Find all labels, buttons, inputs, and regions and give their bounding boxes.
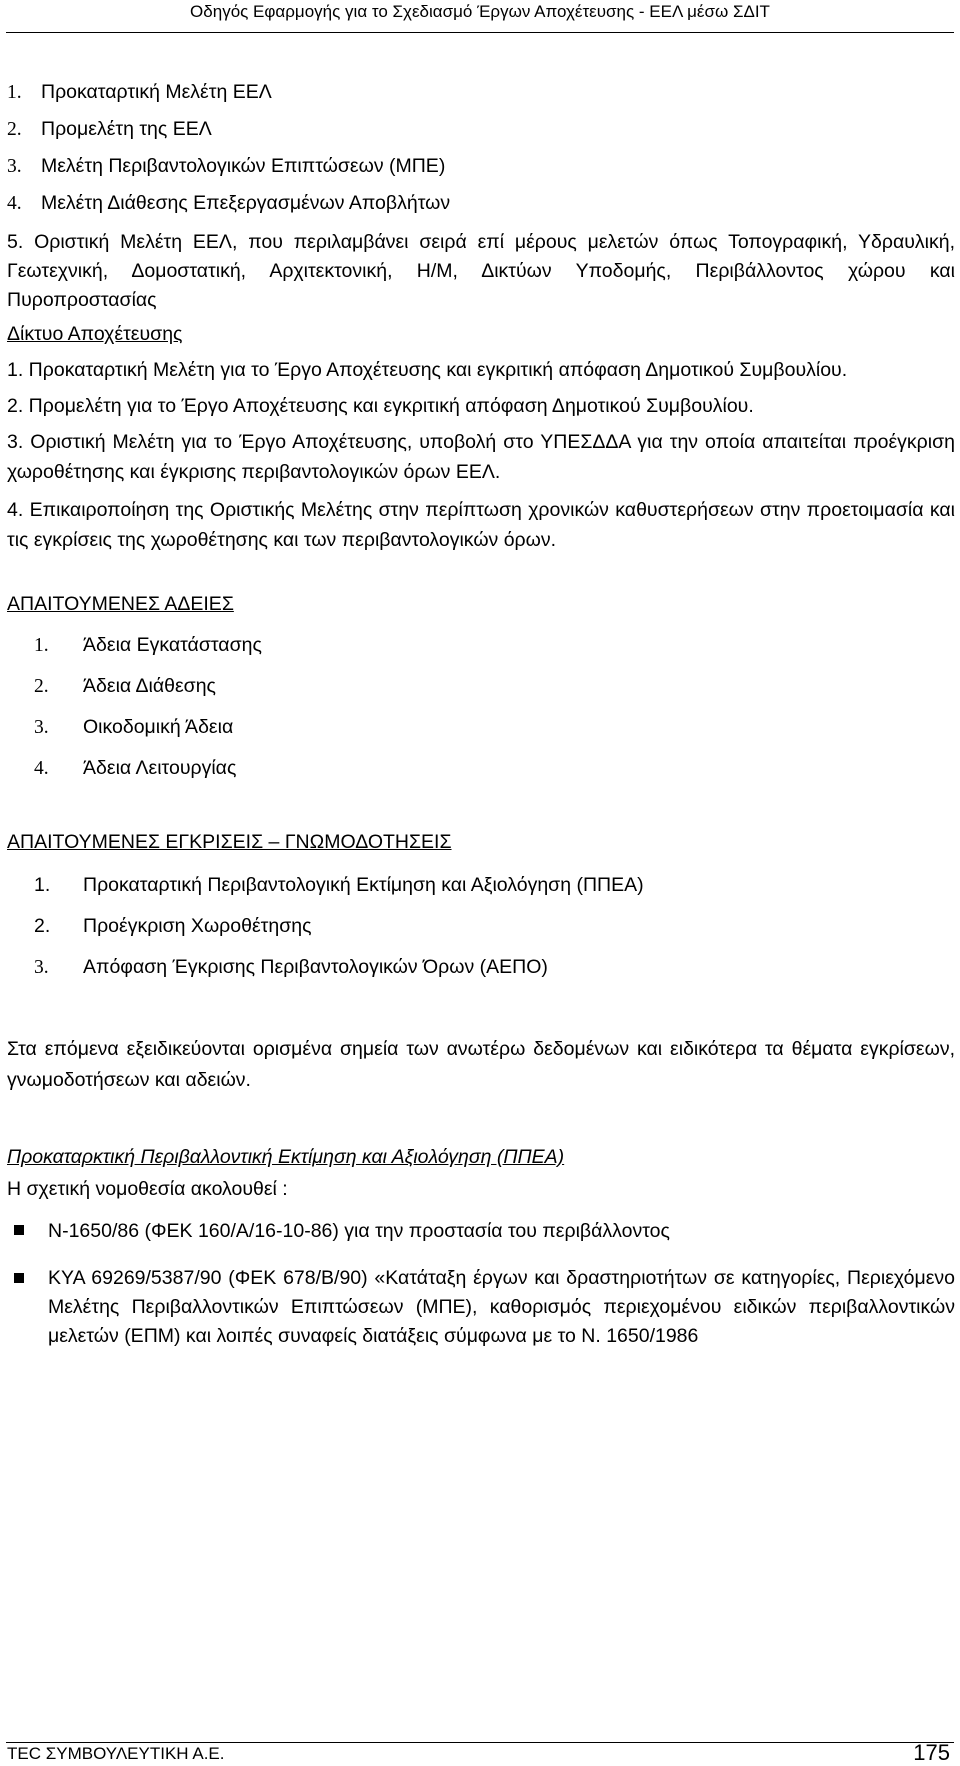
- list-item: 2. Άδεια Διάθεσης: [34, 675, 216, 697]
- footer-company: ΤΕC ΣΥΜΒΟΥΛΕΥΤΙΚΗ Α.Ε.: [7, 1744, 225, 1763]
- bullet-square-icon: [14, 1273, 24, 1283]
- header-divider: [6, 32, 954, 33]
- list-item: 1. Προκαταρτική Μελέτη ΕΕΛ: [7, 81, 272, 103]
- network-heading: Δίκτυο Αποχέτευσης: [7, 323, 183, 345]
- legislation-list: [7, 1214, 955, 1351]
- list-item: 3. Οριστική Μελέτη για το Έργο Αποχέτευσης, υποβολή στο ΥΠΕΣΔΔΑ για την οποία απαιτείται προέγκριση χωροθέτησης και έγκρισης περιβαντολογικών όρων ΕΕΛ.: [7, 431, 955, 483]
- header-title: Οδηγός Εφαρμογής για το Σχεδιασμό Έργων Αποχέτευσης - ΕΕΛ μέσω ΣΔΙΤ: [190, 2, 770, 21]
- permits-heading: ΑΠΑΙΤΟΥΜΕΝΕΣ ΑΔΕΙΕΣ: [7, 593, 234, 615]
- list-item: 1. Άδεια Εγκατάστασης: [34, 634, 262, 656]
- bullet-square-icon: [14, 1225, 24, 1235]
- list-item: 1. Προκαταρτική Περιβαντολογική Εκτίμηση και Αξιολόγηση (ΠΠΕΑ): [34, 874, 644, 896]
- list-item: 2. Προέγκριση Χωροθέτησης: [34, 915, 312, 937]
- list-item: 2. Προμελέτη για το Έργο Αποχέτευσης και εγκριτική απόφαση Δημοτικού Συμβουλίου.: [7, 395, 754, 417]
- list-item: 3. Απόφαση Έγκρισης Περιβαντολογικών Όρων (ΑΕΠΟ): [34, 956, 548, 978]
- intro-paragraph: Στα επόμενα εξειδικεύονται ορισμένα σημεία των ανωτέρω δεδομένων και ειδικότερα τα θέματα εγκρίσεων, γνωμοδοτήσεων και αδειών.: [7, 1038, 955, 1091]
- page-header: [0, 0, 960, 28]
- list-item: ΚΥΑ 69269/5387/90 (ΦΕΚ 678/Β/90) «Κατάταξη έργων και δραστηριοτήτων σε κατηγορίες, Περιεχόμενο Μελέτης Περιβαλλοντικών Επιπτώσεων (ΜΠΕ), καθορισμός περιεχομένου ειδικών περιβαλλοντικών μελετών (ΕΠΜ) και λοιπές συναφείς διατάξεις σύμφωνα με το Ν. 1650/1986: [7, 1264, 955, 1351]
- list-item: 2. Προμελέτη της ΕΕΛ: [7, 118, 212, 140]
- page-number: 175: [913, 1740, 950, 1765]
- eel-studies-list: [7, 74, 955, 315]
- approvals-list: [7, 865, 955, 988]
- ppea-heading: Προκαταρκτική Περιβαλλοντική Εκτίμηση και Αξιολόγηση (ΠΠΕΑ): [7, 1146, 565, 1168]
- list-item: 1. Προκαταρτική Μελέτη για το Έργο Αποχέτευσης και εγκριτική απόφαση Δημοτικού Συμβουλίου.: [7, 359, 848, 381]
- approvals-heading: ΑΠΑΙΤΟΥΜΕΝΕΣ ΕΓΚΡΙΣΕΙΣ – ΓΝΩΜΟΔΟΤΗΣΕΙΣ: [7, 831, 452, 853]
- list-item: 4. Μελέτη Διάθεσης Επεξεργασμένων Αποβλήτων: [7, 192, 451, 214]
- list-item: 3. Μελέτη Περιβαντολογικών Επιπτώσεων (ΜΠΕ): [7, 155, 446, 177]
- list-item: 3. Οικοδομική Άδεια: [34, 716, 234, 738]
- network-studies-list: [7, 355, 955, 555]
- page-content: [7, 76, 955, 1351]
- legislation-intro: Η σχετική νομοθεσία ακολουθεί :: [7, 1178, 288, 1200]
- permits-list: [7, 625, 955, 789]
- list-item: 4. Άδεια Λειτουργίας: [34, 757, 237, 779]
- list-item: Ν-1650/86 (ΦΕΚ 160/Α/16-10-86) για την προστασία του περιβάλλοντος: [7, 1214, 955, 1248]
- list-item: 4. Επικαιροποίηση της Οριστικής Μελέτης στην περίπτωση χρονικών καθυστερήσεων στην προετοιμασία και τις εγκρίσεις της χωροθέτησης και των περιβαντολογικών όρων.: [7, 499, 955, 551]
- list-item: 5. Οριστική Μελέτη ΕΕΛ, που περιλαμβάνει σειρά επί μέρους μελετών όπως Τοπογραφική, Υδραυλική, Γεωτεχνική, Δομοστατική, Αρχιτεκτονική, Η/Μ, Δικτύων Υποδομής, Περιβάλλοντος χώρου και Πυροπροστασίας: [7, 231, 955, 311]
